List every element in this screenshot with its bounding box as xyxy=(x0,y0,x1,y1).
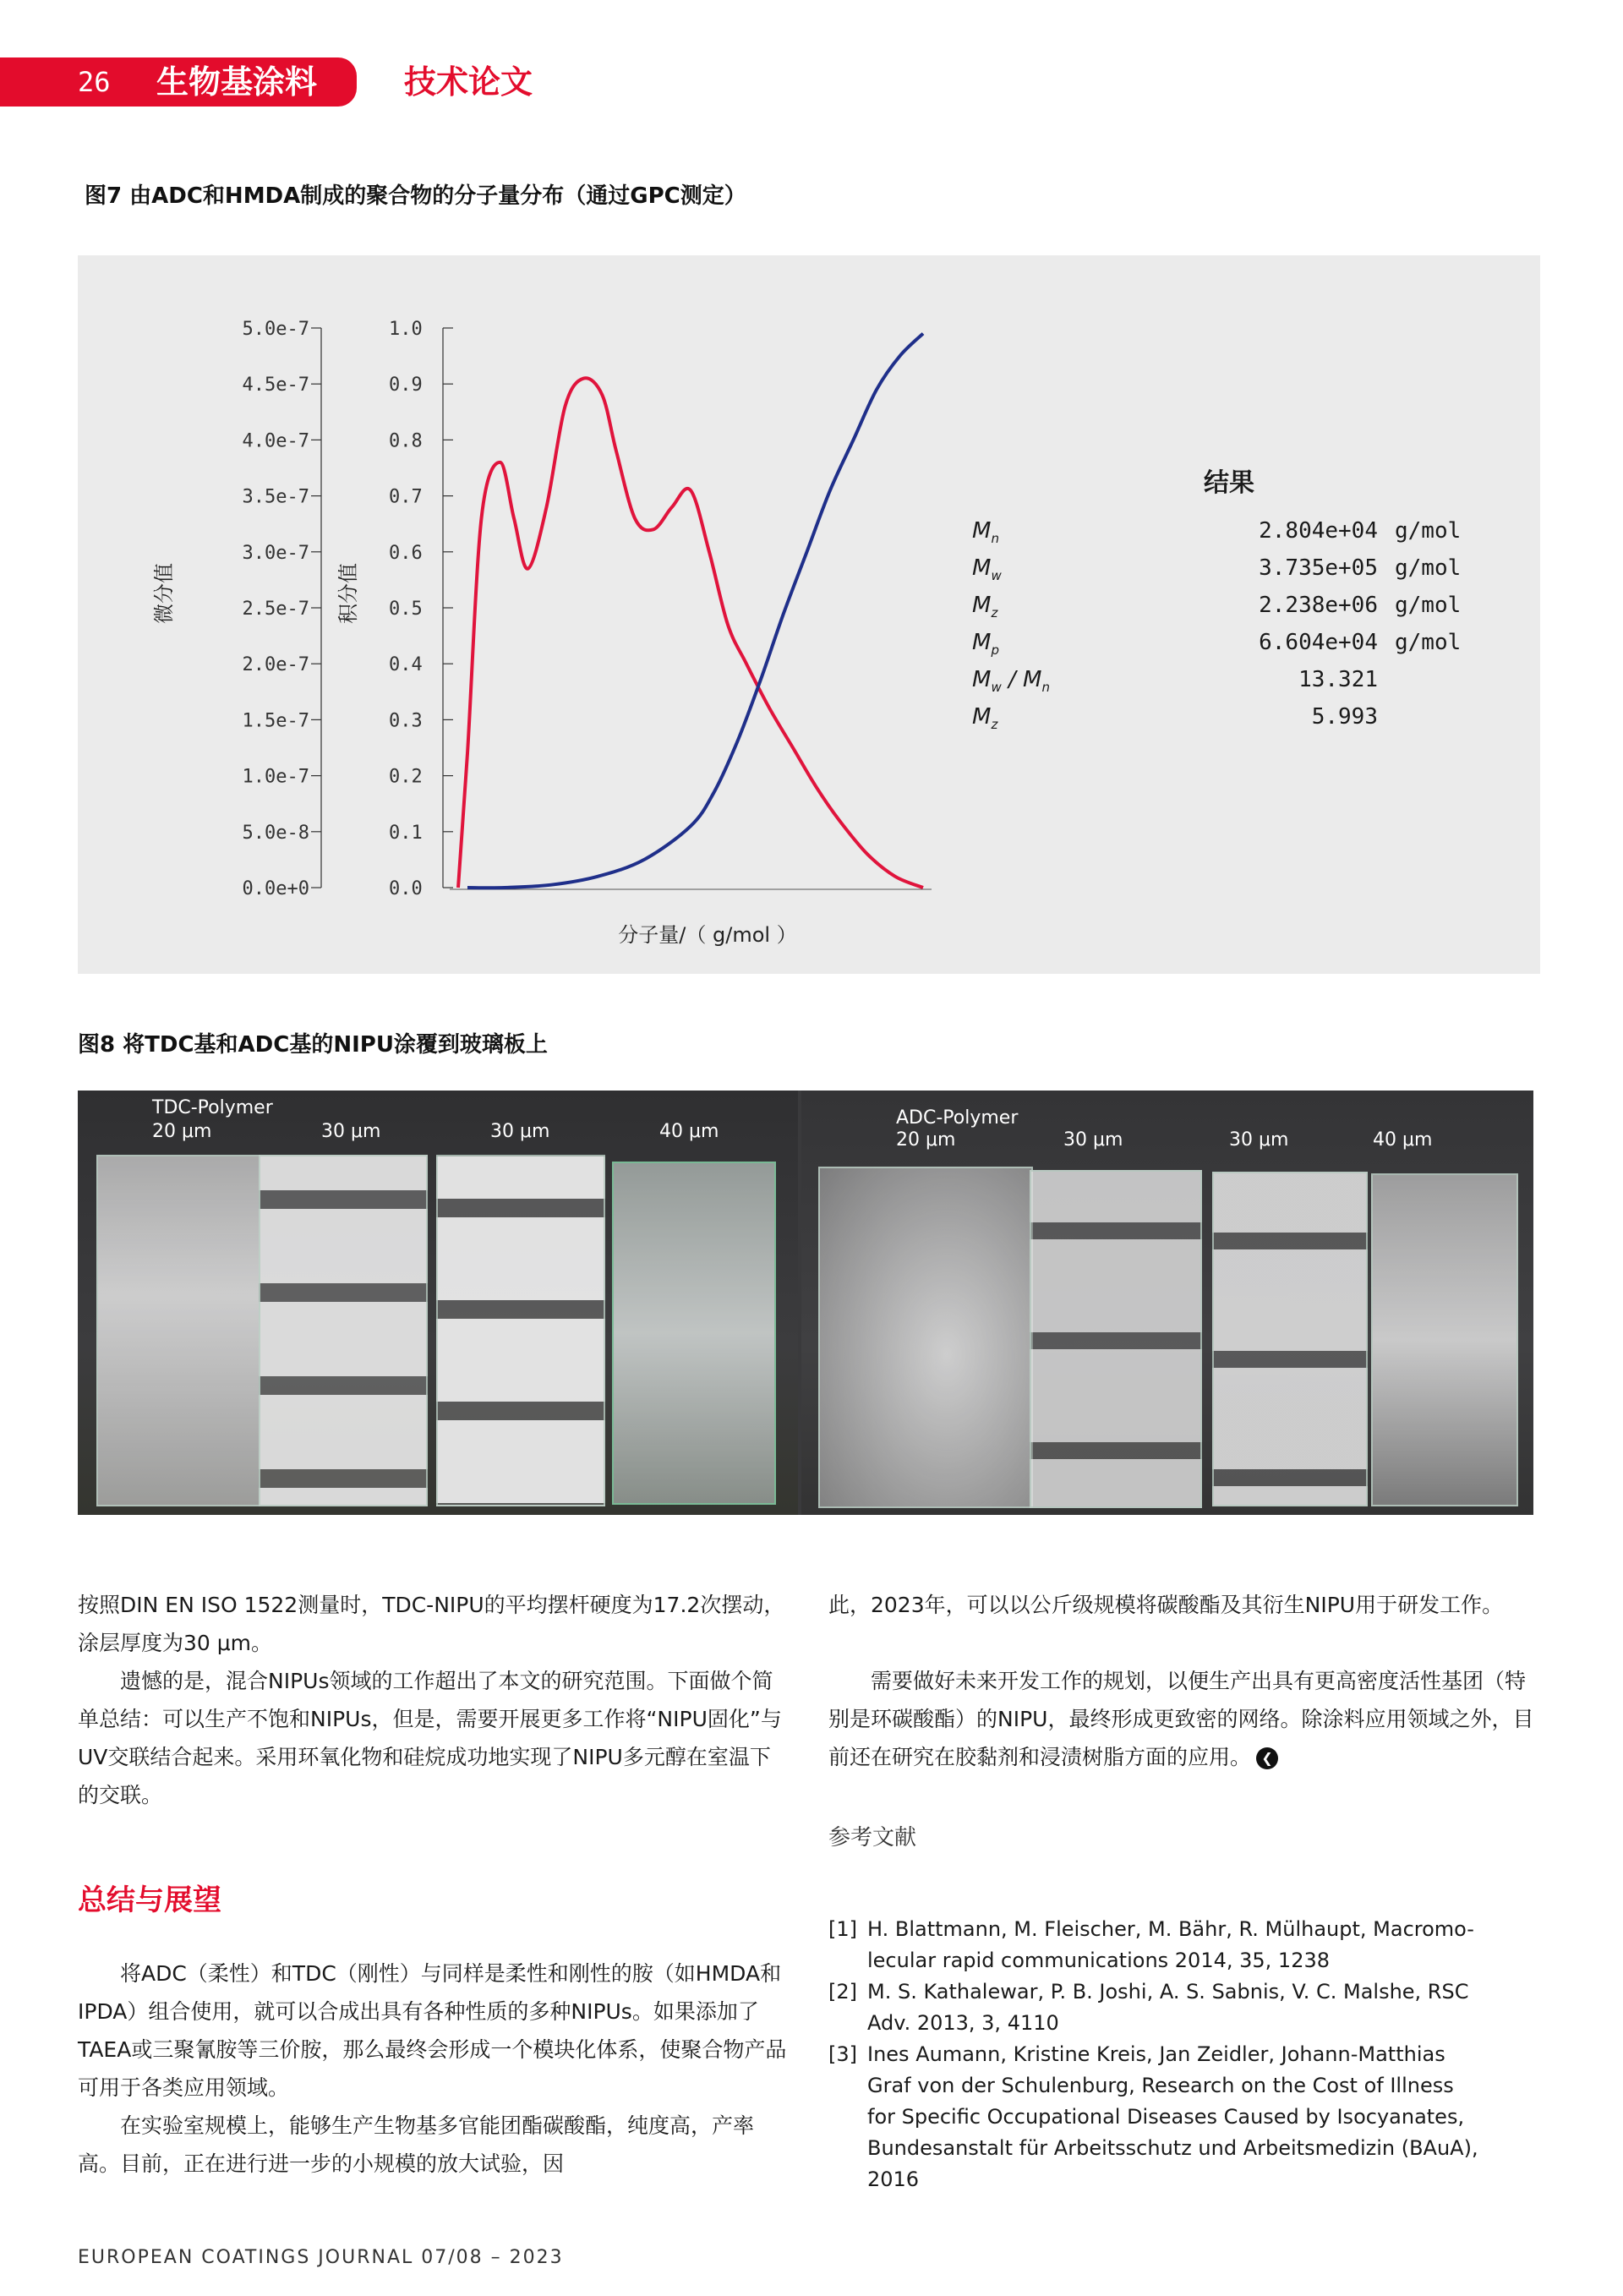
thickness-label: 30 μm xyxy=(321,1121,381,1142)
glass-plate xyxy=(96,1155,260,1506)
left-tick-label: 3.5e-7 xyxy=(242,486,309,508)
result-symbol: $M_n$ xyxy=(972,518,999,547)
right-tick-label: 0.7 xyxy=(389,486,423,508)
thickness-label: 30 μm xyxy=(1063,1129,1123,1151)
left-tick-label: 5.0e-8 xyxy=(242,822,309,844)
x-axis-title: 分子量/（ g/mol ） xyxy=(618,923,797,947)
reference-number: [2] xyxy=(828,1980,857,2004)
results-row xyxy=(972,698,1564,735)
right-tick-label: 0.3 xyxy=(389,710,423,732)
y-axis-left-title: 微分值 xyxy=(152,563,176,624)
glass-plates-photo xyxy=(78,1091,1533,1515)
glass-plate xyxy=(1030,1170,1202,1508)
adc-panel xyxy=(801,1091,1533,1515)
reference-text: M. S. Kathalewar, P. B. Joshi, A. S. Sabnis, V. C. Malshe, RSC xyxy=(867,1980,1469,2004)
thickness-label: 40 μm xyxy=(659,1121,719,1142)
differential-curve xyxy=(458,378,923,888)
glass-plate xyxy=(1371,1173,1518,1506)
reference-text: Graf von der Schulenburg, Research on the Cost of Illness xyxy=(867,2074,1454,2097)
result-symbol: $M_z$ xyxy=(972,593,998,621)
right-tick-label: 0.0 xyxy=(389,878,423,899)
references-title: 参考文献 xyxy=(828,1825,917,1850)
result-value: 2.238e+06 xyxy=(1259,593,1378,618)
thickness-label: 30 μm xyxy=(490,1121,550,1142)
right-tick-label: 0.4 xyxy=(389,654,423,676)
figure7-caption: 图7 由ADC和HMDA制成的聚合物的分子量分布（通过GPC测定） xyxy=(85,183,746,209)
thickness-label: 20 μm xyxy=(152,1121,212,1142)
reference-text: for Specific Occupational Diseases Caused by Isocyanates, xyxy=(867,2105,1465,2129)
paragraph: 遗憾的是，混合NIPUs领域的工作超出了本文的研究范围。下面做个简单总结：可以生产不饱和NIPUs，但是，需要开展更多工作将“NIPU固化”与UV交联结合起来。采用环氧化物和硅烷成功地实现了NIPU多元醇在室温下的交联。 xyxy=(78,1669,782,1807)
left-tick-label: 4.0e-7 xyxy=(242,430,309,452)
result-value: 5.993 xyxy=(1311,704,1378,730)
result-unit: g/mol xyxy=(1395,518,1462,544)
figure7-chart-panel xyxy=(78,255,1540,974)
right-tick-label: 0.8 xyxy=(389,430,423,452)
glass-plate xyxy=(259,1155,428,1506)
result-symbol: $M_z$ xyxy=(972,704,998,733)
glass-plate xyxy=(1212,1172,1368,1506)
left-tick-label: 2.5e-7 xyxy=(242,599,309,620)
footer: EUROPEAN COATINGS JOURNAL 07/08 – 2023 xyxy=(78,2247,564,2268)
result-symbol: $M_w$ xyxy=(972,555,1002,584)
result-unit: g/mol xyxy=(1395,593,1462,618)
left-tick-label: 0.0e+0 xyxy=(242,878,309,899)
tdc-title: TDC-Polymer xyxy=(152,1097,273,1118)
glass-plate xyxy=(436,1155,605,1506)
right-tick-label: 1.0 xyxy=(389,319,423,340)
result-value: 2.804e+04 xyxy=(1259,518,1378,544)
reference-text: Bundesanstalt für Arbeitsschutz und Arbeitsmedizin (BAuA), xyxy=(867,2136,1478,2160)
results-row xyxy=(972,549,1564,587)
reference-text: lecular rapid communications 2014, 35, 1238 xyxy=(867,1949,1330,1972)
paragraph: 按照DIN EN ISO 1522测量时，TDC-NIPU的平均摆杆硬度为17.2次摆动，涂层厚度为30 μm。 xyxy=(78,1593,785,1655)
reference-text: 2016 xyxy=(867,2168,920,2191)
category-label: 生物基涂料 xyxy=(156,63,318,101)
right-tick-label: 0.1 xyxy=(389,822,423,844)
left-tick-label: 2.0e-7 xyxy=(242,654,309,676)
reference-number: [1] xyxy=(828,1917,857,1941)
glass-plate xyxy=(818,1167,1033,1508)
results-title: 结果 xyxy=(1204,468,1254,498)
reference-text: H. Blattmann, M. Fleischer, M. Bähr, R. Mülhaupt, Macromo- xyxy=(867,1917,1474,1941)
thickness-label: 30 μm xyxy=(1229,1129,1289,1151)
paragraph-text: 需要做好未来开发工作的规划，以便生产出具有更高密度活性基团（特别是环碳酸酯）的NIPU，最终形成更致密的网络。除涂料应用领域之外，目前还在研究在胶黏剂和浸渍树脂方面的应用。 xyxy=(828,1669,1534,1769)
right-tick-label: 0.9 xyxy=(389,374,423,396)
paragraph: 将ADC（柔性）和TDC（刚性）与同样是柔性和刚性的胺（如HMDA和IPDA）组合使用，就可以合成出具有各种性质的多种NIPUs。如果添加了TAEA或三聚氰胺等三价胺，那么最终会形成一个模块化体系，使聚合物产品可用于各类应用领域。 xyxy=(78,1961,787,2100)
right-tick-label: 0.5 xyxy=(389,599,423,620)
left-tick-label: 5.0e-7 xyxy=(242,319,309,340)
integral-curve xyxy=(467,334,923,888)
right-tick-label: 0.2 xyxy=(389,766,423,788)
section-label: 技术论文 xyxy=(404,63,533,101)
reference-text: Ines Aumann, Kristine Kreis, Jan Zeidler, Johann-Matthias xyxy=(867,2042,1445,2066)
result-unit: g/mol xyxy=(1395,555,1462,581)
results-row xyxy=(972,624,1564,661)
thickness-label: 40 μm xyxy=(1373,1129,1433,1151)
result-value: 6.604e+04 xyxy=(1259,630,1378,655)
left-tick-label: 3.0e-7 xyxy=(242,542,309,564)
tdc-panel xyxy=(78,1091,798,1515)
y-axis-right-title: 积分值 xyxy=(336,563,360,624)
result-unit: g/mol xyxy=(1395,630,1462,655)
references-list xyxy=(828,1914,1540,2201)
thickness-label: 20 μm xyxy=(896,1129,956,1151)
adc-title: ADC-Polymer xyxy=(896,1107,1019,1129)
figure8-caption: 图8 将TDC基和ADC基的NIPU涂覆到玻璃板上 xyxy=(78,1032,548,1058)
reference-text: Adv. 2013, 3, 4110 xyxy=(867,2011,1059,2035)
results-row xyxy=(972,661,1564,698)
left-tick-label: 4.5e-7 xyxy=(242,374,309,396)
left-tick-label: 1.0e-7 xyxy=(242,766,309,788)
results-row xyxy=(972,512,1564,549)
paragraph: 在实验室规模上，能够生产生物基多官能团酯碳酸酯，纯度高，产率高。目前，正在进行进一步的小规模的放大试验，因 xyxy=(78,2113,755,2176)
glass-plate xyxy=(612,1162,776,1505)
paragraph: 此，2023年，可以以公斤级规模将碳酸酯及其衍生NIPU用于研发工作。 xyxy=(828,1593,1504,1617)
right-tick-label: 0.6 xyxy=(389,542,423,564)
result-symbol: $M_w / M_n$ xyxy=(972,667,1050,696)
section-heading: 总结与展望 xyxy=(78,1883,221,1917)
left-tick-label: 1.5e-7 xyxy=(242,710,309,732)
result-symbol: $M_p$ xyxy=(972,630,999,659)
reference-number: [3] xyxy=(828,2042,857,2066)
paragraph xyxy=(828,1662,1540,1776)
result-value: 13.321 xyxy=(1298,667,1378,692)
results-row xyxy=(972,587,1564,624)
result-value: 3.735e+05 xyxy=(1259,555,1378,581)
page-number: 26 xyxy=(78,66,111,98)
end-of-article-icon: ❮ xyxy=(1256,1747,1278,1769)
